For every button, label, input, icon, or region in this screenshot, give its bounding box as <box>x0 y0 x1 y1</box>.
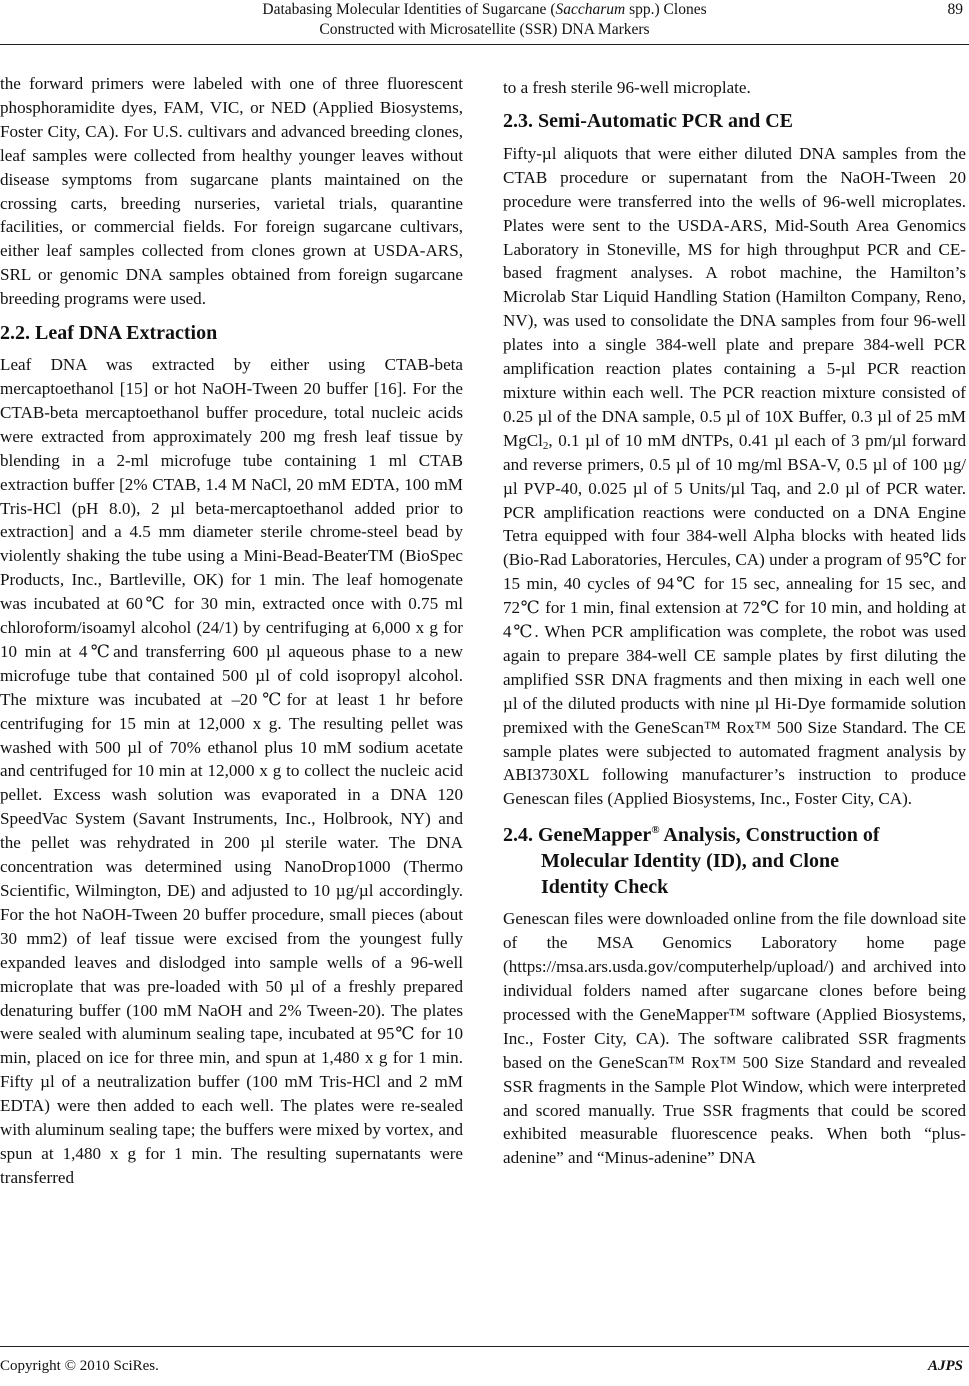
paragraph-leaf-dna-extraction: Leaf DNA was extracted by either using CTAB-beta mercaptoethanol [15] or hot NaOH-Tween 20 buffer [16]. For the CTAB-beta mercaptoethanol buffer procedure, total nucleic acids were extracted from approximately 200 mg fresh leaf tissue by blending in a 2-ml microfuge tube containing 1 ml CTAB extraction buffer [2% CTAB, 1.4 M NaCl, 20 mM EDTA, 100 mM Tris-HCl (pH 8.0), 2 µl beta-mercaptoethanol added prior to extraction] and a 4.5 mm diameter sterile chrome-steel bead by violently shaking the tube using a Mini-Bead-BeaterTM (BioSpec Products, Inc., Bartleville, OK) for 1 min. The leaf homogenate was incubated at 60℃ for 30 min, extracted once with 0.75 ml chloroform/isoamyl alcohol (24/1) by centrifuging at 6,000 x g for 10 min at 4℃and transferring 600 µl aqueous phase to a new microfuge tube that contained 500 µl of cold isopropyl alcohol. The mixture was incubated at –20℃for at least 1 hr before centrifuging for 15 min at 12,000 x g. The resulting pellet was washed with 500 µl of 70% ethanol plus 10 mM sodium acetate and centrifuged for 10 min at 12,000 x g to collect the nucleic acid pellet. Excess wash solution was evaporated in a DNA 120 SpeedVac System (Savant Instruments, Inc., Holbrook, NY) and the pellet was rehydrated in 200 µl sterile water. The DNA concentration was determined using NanoDrop1000 (Thermo Scientific, Wilmington, DE) and adjusted to 10 µg/µl accordingly. For the hot NaOH-Tween 20 buffer procedure, small pieces (about 30 mm2) of leaf tissue were excised from the youngest fully expanded leaves and dislodged into sample wells of a 96-well microplate that was pre-loaded with 50 µl of a freshly prepared denaturing buffer (100 mM NaOH and 2% Tween-20). The plates were sealed with aluminum sealing tape, incubated at 95℃ for 10 min, placed on ice for three min, and spun at 1,480 x g for 1 min. Fifty µl of a neutralization buffer (100 mM Tris-HCl and 2 mM EDTA) were then added to each well. The plates were re-sealed with aluminum sealing tape; the buffers were mixed by vortex, and spun at 1,480 x g for 1 min. The resulting supernatants were transferred <box>0 355 463 1187</box>
running-title-line2: Constructed with Microsatellite (SSR) DNA Markers <box>319 21 650 38</box>
section-heading-2-4: 2.4. GeneMapper® Analysis, Construction of Molecular Identity (ID), and Clone Identity Check <box>503 824 880 899</box>
paragraph-genemapper-analysis: Genescan files were downloaded online from the file download site of the MSA Genomics Laboratory home page (https://msa.ars.usda.gov/computerhelp/upload/) and archived into individual folders named after sugarcane clones before being processed with the GeneMapper™ software (Applied Biosystems, Inc., Foster City, CA). The software calibrated SSR fragments based on the GeneScan™ Rox™ 500 Size Standard and revealed SSR fragments in the Sample Plot Window, which were interpreted and scored manually. True SSR fragments that could be scored exhibited measurable fluorescence peaks. When both “plus-adenine” and “Minus-adenine” DNA <box>503 909 966 1168</box>
running-title-line1: Databasing Molecular Identities of Sugarcane (Saccharum spp.) Clones <box>262 1 707 18</box>
right-column <box>503 76 966 1170</box>
running-header <box>0 0 969 40</box>
copyright-notice: Copyright © 2010 SciRes. <box>0 1358 159 1374</box>
paragraph-pcr-ce: Fifty-µl aliquots that were either diluted DNA samples from the CTAB procedure or supernatant from the NaOH-Tween 20 procedure were transferred into the wells of 96-well microplates. Plates were sent to the USDA-ARS, Mid-South Area Genomics Laboratory in Stoneville, MS for high throughput PCR and CE-based fragment analyses. A robot machine, the Hamilton’s Microlab Star Liquid Handling Station (Hamilton Company, Reno, NV), was used to consolidate the DNA samples from four 96-well plates into a single 384-well plate and prepare 384-well PCR amplification reaction plates containing a 5-µl PCR reaction mixture within each well. The PCR reaction mixture consisted of 0.25 µl of the DNA sample, 0.5 µl of 10X Buffer, 0.3 µl of 25 mM MgCl$_2$, 0.1 µl of 10 mM dNTPs, 0.41 µl each of 3 pm/µl forward and reverse primers, 0.5 µl of 10 mg/ml BSA-V, 0.5 µl of 100 µg/µl PVP-40, 0.025 µl of 5 Units/µl Taq, and 2.0 µl of PCR water. PCR amplification reactions were conducted on a DNA Engine Tetra equipped with four 384-well Alpha blocks with heated lids (Bio-Rad Laboratories, Hercules, CA) under a program of 95℃ for 15 min, 40 cycles of 94℃ for 15 sec, annealing for 15 sec, and 72℃ for 1 min, final extension at 72℃ for 10 min, and holding at 4℃. When PCR amplification was complete, the robot was used again to prepare 384-well CE sample plates by first diluting the amplified SSR DNA fragments and then mixing in each well one µl of the diluted products with nine µl Hi-Dye formamide solution premixed with the GeneScan™ Rox™ 500 Size Standard. The CE sample plates were subjected to automated fragment analysis by ABI3730XL following manufacturer’s instruction to produce Genescan files (Applied Biosystems, Inc., Foster City, CA). <box>503 143 966 809</box>
genus-italic: Saccharum <box>555 1 626 18</box>
paragraph-continuation: to a fresh sterile 96-well microplate. <box>503 78 751 97</box>
section-heading-2-2: 2.2. Leaf DNA Extraction <box>0 322 218 345</box>
section-heading-2-3: 2.3. Semi-Automatic PCR and CE <box>503 109 793 132</box>
journal-abbreviation: AJPS <box>927 1358 963 1374</box>
header-rule <box>0 44 969 45</box>
footer-rule <box>0 1346 969 1347</box>
registered-mark: ® <box>651 824 660 837</box>
page-number: 89 <box>947 1 963 18</box>
left-column <box>0 72 463 1190</box>
paragraph-intro: the forward primers were labeled with one of three fluorescent phosphoramidite dyes, FAM, VIC, or NED (Applied Biosystems, Foster City, CA). For U.S. cultivars and advanced breeding clones, leaf samples were collected from healthy younger leaves without disease symptoms from sugarcane plants maintained on the crossing carts, breeding nurseries, varietal trials, quarantine facilities, or commercial fields. For foreign sugarcane cultivars, either leaf samples collected from clones grown at USDA-ARS, SRL or genomic DNA samples obtained from foreign sugarcane breeding programs were used. <box>0 74 463 309</box>
